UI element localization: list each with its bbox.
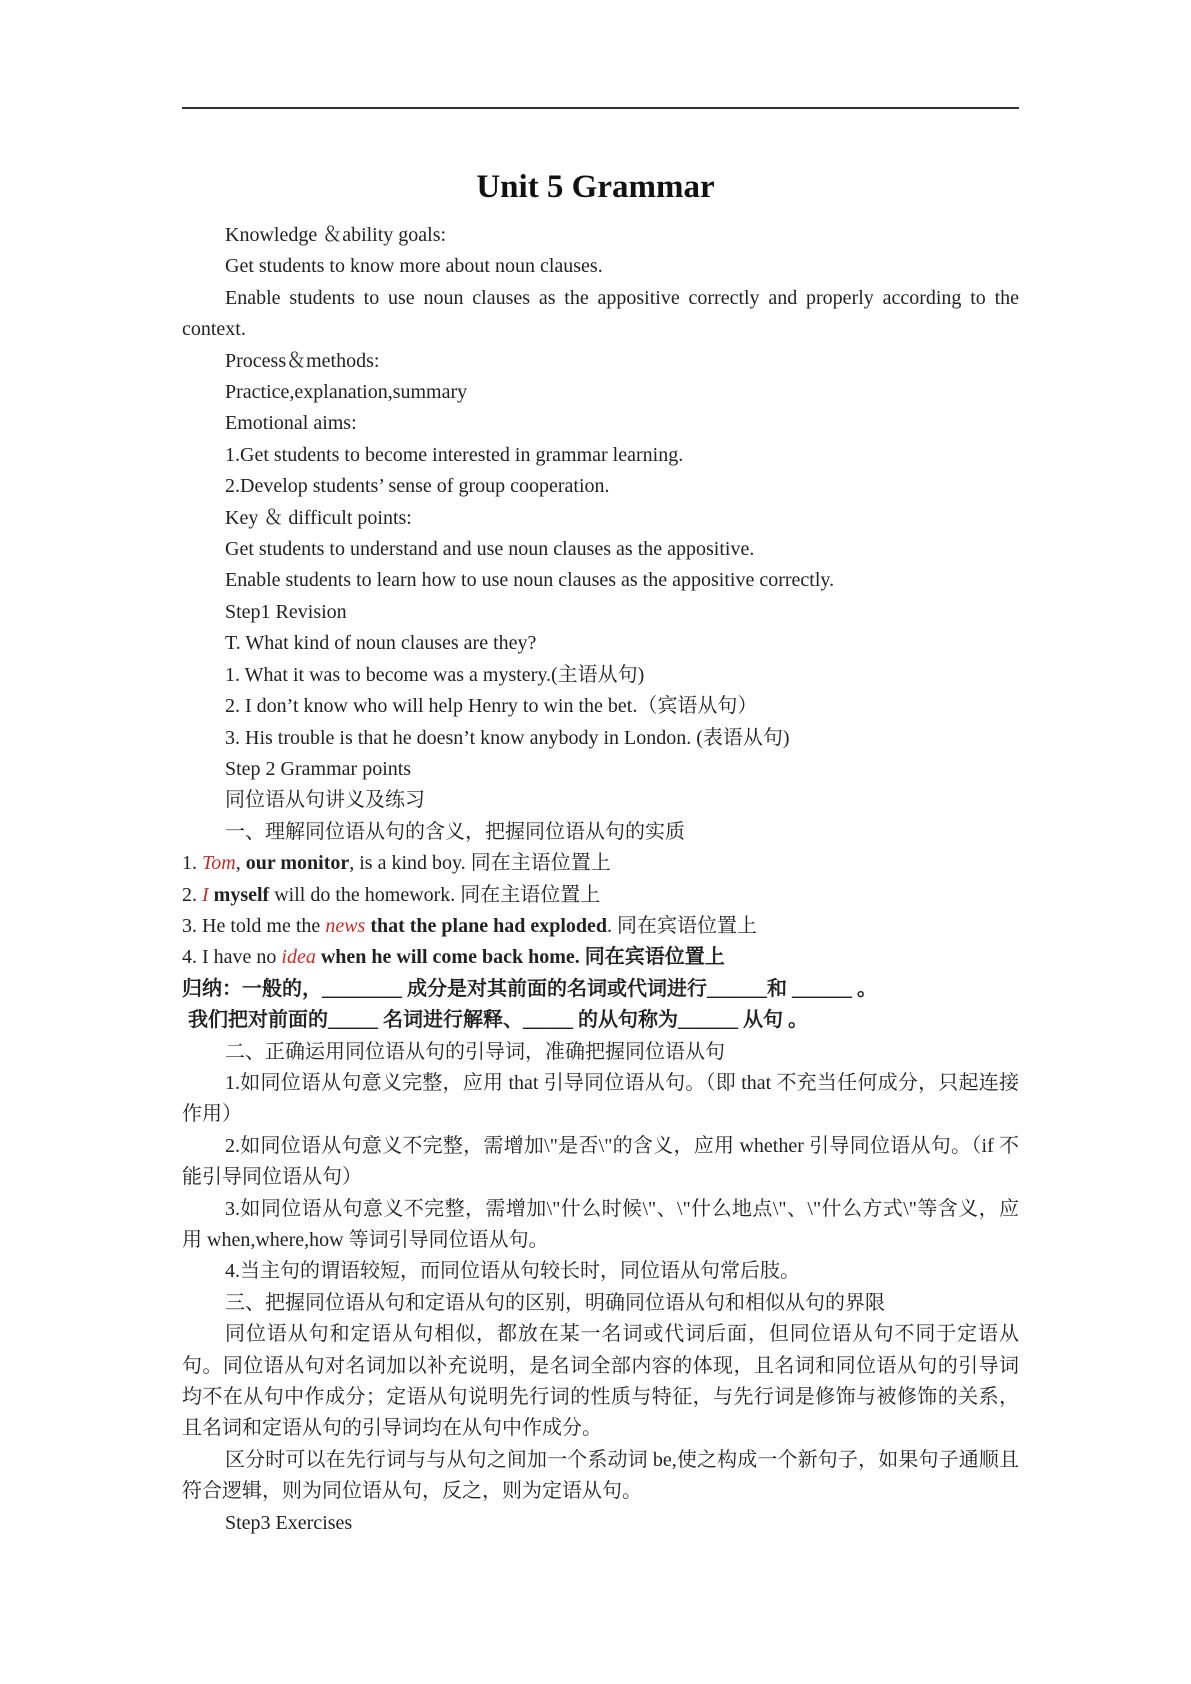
rule-4: 4.当主句的谓语较短，而同位语从句较长时，同位语从句常后肢。: [225, 1260, 800, 1283]
example-appositive: when he will come back home. 同在宾语位置上: [320, 946, 725, 969]
step1-example-2: 2. I don’t know who will help Henry to win the bet.（宾语从句）: [225, 695, 758, 718]
goal-2: Enable students to use noun clauses as the appositive correctly and properly according to the context.: [182, 286, 1019, 341]
example-appositive: that the plane had exploded: [370, 914, 608, 937]
example-rest: will do the homework. 同在主语位置上: [269, 883, 601, 906]
example-number: 2.: [182, 883, 202, 906]
example-number: 1.: [182, 852, 202, 875]
process-heading: Process＆methods:: [225, 349, 380, 372]
example-noun: Tom: [202, 852, 236, 875]
appositive-example-3: [182, 911, 1019, 942]
step1-heading: Step1 Revision: [225, 600, 347, 623]
summary-line-2: 我们把对前面的_____ 名词进行解释、_____ 的从句称为______ 从句 。: [188, 1009, 808, 1032]
example-appositive: our monitor: [245, 852, 350, 875]
distinction-paragraph: 区分时可以在先行词与与从句之间加一个系动词 be,使之构成一个新句子，如果句子通顺且符合逻辑，则为同位语从句，反之，则为定语从句。: [182, 1448, 1019, 1503]
rule-2: 2.如同位语从句意义不完整，需增加\"是否\"的含义，应用 whether 引导同位语从句。（if 不能引导同位语从句）: [182, 1134, 1019, 1189]
section-1-heading: 一、理解同位语从句的含义，把握同位语从句的实质: [225, 820, 685, 843]
goal-1: Get students to know more about noun clauses.: [225, 255, 603, 278]
section-2-heading: 二、正确运用同位语从句的引导词，准确把握同位语从句: [225, 1040, 725, 1063]
section-3-heading: 三、把握同位语从句和定语从句的区别，明确同位语从句和相似从句的界限: [225, 1291, 885, 1314]
knowledge-heading: Knowledge ＆ability goals:: [225, 224, 447, 246]
comparison-paragraph: 同位语从句和定语从句相似，都放在某一名词或代词后面，但同位语从句不同于定语从句。同位语从句对名词加以补充说明，是名词全部内容的体现，且名词和同位语从句的引导词均不在从句中作成分；定语从句说明先行词的性质与特征，与先行词是修饰与被修饰的关系，且名词和定语从句的引导词均在从句中作成分。: [182, 1323, 1019, 1440]
emotional-heading: Emotional aims:: [225, 412, 357, 435]
rule-1: 1.如同位语从句意义完整，应用 that 引导同位语从句。（即 that 不充当任何成分，只起连接作用）: [182, 1071, 1019, 1126]
key-point-1: Get students to understand and use noun clauses as the appositive.: [225, 538, 755, 561]
example-separator: ,: [235, 852, 246, 875]
example-number: 3. He told me the: [182, 914, 326, 937]
example-noun: idea: [281, 946, 316, 969]
appositive-example-2: [182, 880, 1019, 911]
page-title: Unit 5 Grammar: [476, 169, 715, 205]
step1-example-3: 3. His trouble is that he doesn’t know anybody in London. (表语从句): [225, 726, 790, 749]
example-rest: , is a kind boy. 同在主语位置上: [349, 852, 611, 875]
rule-3: 3.如同位语从句意义不完整，需增加\"什么时候\"、\"什么地点\"、\"什么方式\"等含义，应用 when,where,how 等词引导同位语从句。: [182, 1197, 1019, 1251]
example-noun: news: [325, 914, 366, 937]
appositive-example-1: [182, 848, 1019, 879]
document-body: [182, 220, 1019, 1539]
example-number: 4. I have no: [182, 946, 282, 969]
example-noun: I: [202, 883, 209, 906]
key-heading: Key ＆ difficult points:: [225, 506, 412, 529]
example-appositive: myself: [213, 883, 270, 906]
step2-subheading: 同位语从句讲义及练习: [225, 789, 425, 812]
key-point-2: Enable students to learn how to use noun clauses as the appositive correctly.: [225, 569, 835, 592]
step1-example-1: 1. What it was to become was a mystery.(主语从句): [225, 663, 645, 686]
example-rest: . 同在宾语位置上: [607, 914, 758, 937]
aim-2: 2.Develop students’ sense of group cooperation.: [225, 475, 610, 498]
process-text: Practice,explanation,summary: [225, 381, 468, 404]
step1-question: T. What kind of noun clauses are they?: [225, 632, 537, 655]
header-rule: [182, 107, 1019, 109]
step3-heading: Step3 Exercises: [225, 1511, 353, 1534]
summary-line-1: 归纳：一般的，________ 成分是对其前面的名词或代词进行______和 ______ 。: [182, 977, 877, 1000]
appositive-example-4: [182, 942, 1019, 973]
step2-heading: Step 2 Grammar points: [225, 757, 412, 780]
aim-1: 1.Get students to become interested in grammar learning.: [225, 443, 684, 466]
